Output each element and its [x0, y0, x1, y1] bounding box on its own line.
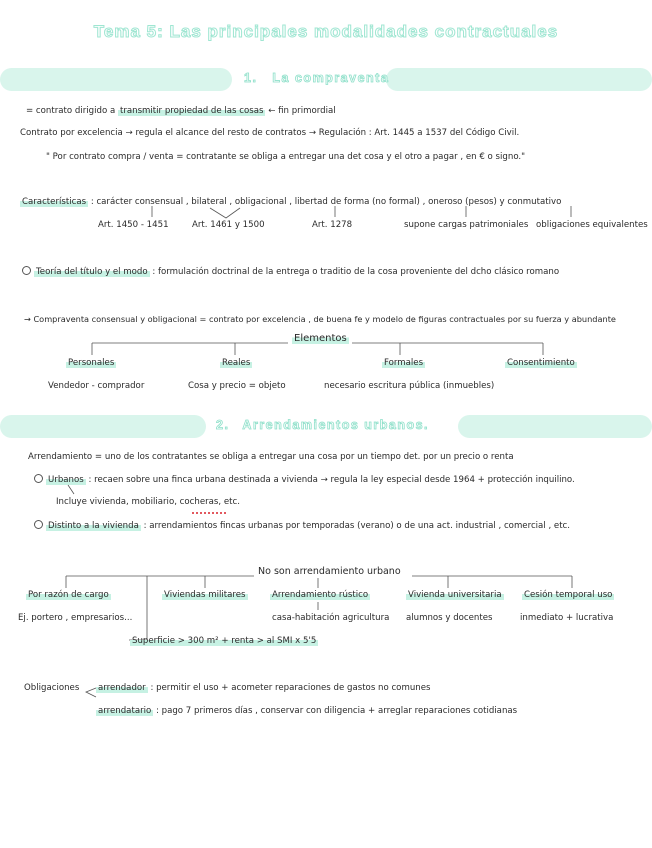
section-2-number: 2.	[216, 418, 230, 432]
def-suffix: ← fin primordial	[268, 106, 336, 116]
arrendatario-label: arrendatario	[98, 706, 152, 716]
arrendador-text: : permitir el uso + acometer reparaciones de gastos no comunes	[150, 683, 431, 693]
distinto-label: Distinto a la vivienda	[48, 521, 139, 531]
art-1461: Art. 1461 y 1500	[192, 220, 265, 230]
def-highlight: transmitir propiedad de las cosas	[119, 106, 264, 116]
definition-quote: " Por contrato compra / venta = contratante se obliga a entregar una det cosa y el otro a pagar , en € o signo."	[46, 152, 526, 162]
arrendamiento-definition: Arrendamiento = uno de los contratantes se obliga a entregar una cosa por un tiempo det. por un precio o renta	[28, 452, 514, 462]
note-conmutativo: obligaciones equivalentes	[536, 220, 648, 230]
compraventa-consensual: → Compraventa consensual y obligacional = contrato por excelencia , de buena fe y modelo de figuras contractuales por su fuerza y abundante	[24, 314, 616, 324]
no-razon-cargo-sub: Ej. portero , empresarios...	[18, 613, 133, 623]
no-rustico-sub: casa-habitación agricultura	[272, 613, 390, 623]
urbanos-text: : recaen sobre una finca urbana destinada a vivienda → regula la ley especial desde 1964 + protección inquilino.	[88, 475, 575, 485]
arrendador-label: arrendador	[98, 683, 146, 693]
no-universitaria-sub: alumnos y docentes	[406, 613, 493, 623]
elemento-consentimiento: Consentimiento	[507, 358, 575, 368]
arrendador-line	[96, 683, 430, 693]
elemento-personales: Personales	[68, 358, 115, 368]
teoria-label: Teoría del título y el modo	[36, 267, 148, 277]
obligaciones-label: Obligaciones	[24, 683, 80, 693]
no-vivienda-universitaria: Vivienda universitaria	[408, 590, 502, 600]
caracteristicas-label: Características	[22, 197, 87, 207]
sub-personales: Vendedor - comprador	[48, 381, 145, 391]
section-1-title: La compraventa	[272, 71, 390, 85]
def-prefix: = contrato dirigido a	[26, 106, 116, 116]
arrendatario-line	[96, 706, 517, 716]
no-son-heading: No son arrendamiento urbano	[258, 566, 401, 577]
note-oneroso: supone cargas patrimoniales	[404, 220, 529, 230]
elemento-reales: Reales	[222, 358, 251, 368]
sub-formales: necesario escritura pública (inmuebles)	[324, 381, 495, 391]
no-razon-cargo: Por razón de cargo	[28, 590, 109, 600]
no-cesion-temporal: Cesión temporal uso	[524, 590, 613, 600]
section-2-title: Arrendamientos urbanos.	[242, 418, 430, 432]
page-title: Tema 5: Las principales modalidades contractuales	[93, 22, 559, 41]
contrato-excelencia: Contrato por excelencia → regula el alcance del resto de contratos → Regulación : Art. 1445 a 1537 del Código Civil.	[20, 128, 520, 138]
art-1450: Art. 1450 - 1451	[98, 220, 169, 230]
urbanos-label: Urbanos	[48, 475, 84, 485]
superficie-line: Superficie > 300 m² + renta > al SMI x 5'5	[132, 636, 317, 646]
distinto-text: : arrendamientos fincas urbanas por temporadas (verano) o de una act. industrial , comercial , etc.	[143, 521, 571, 531]
no-arrendamiento-rustico: Arrendamiento rústico	[272, 590, 369, 600]
urbanos-incluye: Incluye vivienda, mobiliario, cocheras, etc.	[56, 497, 240, 507]
caracteristicas-text: : carácter consensual , bilateral , obligacional , libertad de forma (no formal) , oneroso (pesos) y conmutativo	[90, 197, 562, 207]
arrendatario-text: : pago 7 primeros días , conservar con diligencia + arreglar reparaciones cotidianas	[156, 706, 518, 716]
no-cesion-sub: inmediato + lucrativa	[520, 613, 614, 623]
teoria-text: : formulación doctrinal de la entrega o traditio de la cosa proveniente del dcho clásico romano	[152, 267, 560, 277]
no-viviendas-militares: Viviendas militares	[164, 590, 246, 600]
elemento-formales: Formales	[384, 358, 424, 368]
art-1278: Art. 1278	[312, 220, 353, 230]
elementos-label: Elementos	[294, 333, 347, 344]
section-1-number: 1.	[244, 71, 258, 85]
sub-reales: Cosa y precio = objeto	[188, 381, 286, 391]
